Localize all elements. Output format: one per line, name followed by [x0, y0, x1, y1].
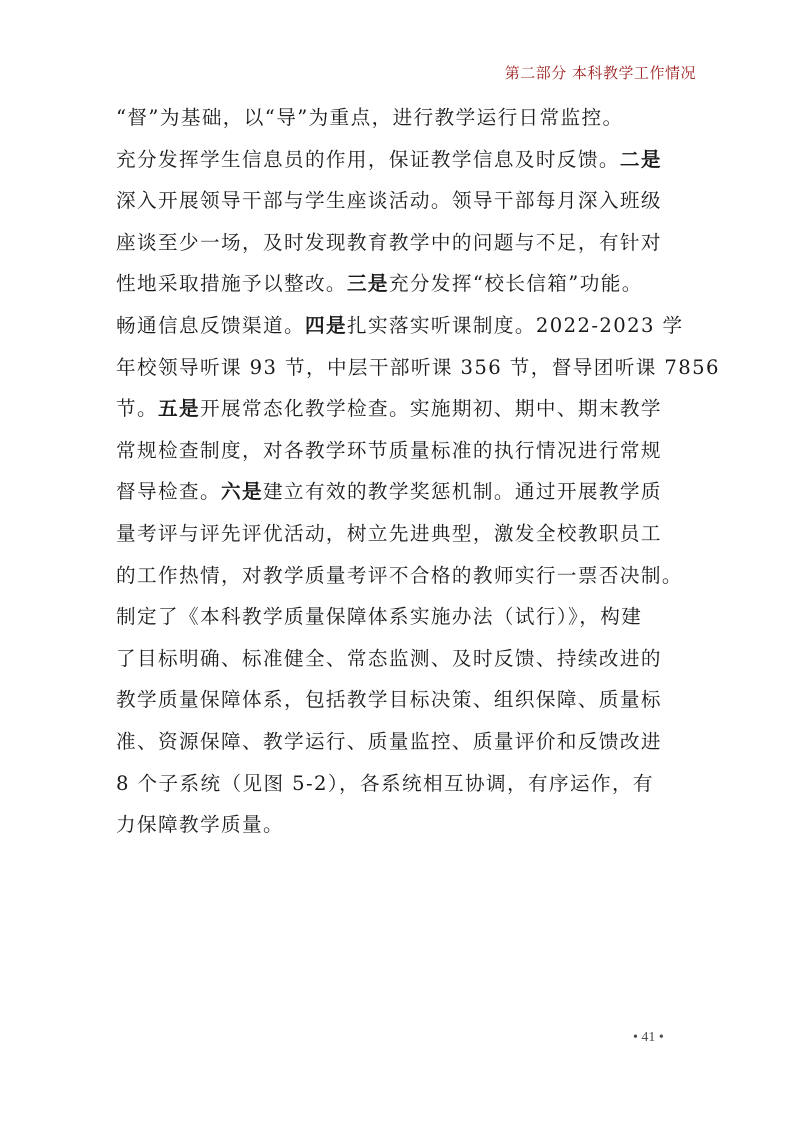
- text-segment: 畅通信息反馈渠道。: [116, 313, 305, 337]
- bold-ordinal-marker: 二是: [619, 147, 662, 171]
- text-segment: 的工作热情，对教学质量考评不合格的教师实行一票否决制。: [116, 563, 683, 587]
- text-segment: 充分发挥“校长信箱”功能。: [388, 272, 643, 296]
- text-segment: 8 个子系统（见图 5-2），各系统相互协调，有序运作，有: [116, 771, 654, 795]
- text-line: [116, 763, 680, 805]
- text-segment: 准、资源保障、教学运行、质量监控、质量评价和反馈改进: [116, 729, 662, 753]
- text-line: [116, 596, 680, 638]
- text-line: [116, 513, 680, 555]
- text-line: [116, 430, 680, 472]
- text-segment: 座谈至少一场，及时发现教育教学中的问题与不足，有针对: [116, 230, 662, 254]
- text-segment: 性地采取措施予以整改。: [116, 272, 347, 296]
- text-segment: 了目标明确、标准健全、常态监测、及时反馈、持续改进的: [116, 646, 662, 670]
- text-segment: 督导检查。: [116, 480, 221, 504]
- text-segment: 制定了《本科教学质量保障体系实施办法（试行）》，构建: [116, 605, 643, 629]
- bold-ordinal-marker: 六是: [220, 480, 263, 504]
- text-line: [116, 638, 680, 680]
- body-paragraph: [116, 97, 720, 846]
- text-segment: 力保障教学质量。: [116, 813, 284, 837]
- text-line: [116, 263, 680, 305]
- text-line: [116, 721, 680, 763]
- text-line: [116, 679, 680, 721]
- text-segment: 节。: [116, 397, 158, 421]
- text-segment: 常规检查制度，对各教学环节质量标准的执行情况进行常规: [116, 438, 662, 462]
- text-line: [116, 347, 720, 389]
- text-line: [116, 222, 680, 264]
- text-line: [116, 97, 680, 139]
- text-segment: 年校领导听课 93 节，中层干部听课 356 节，督导团听课 7856: [116, 355, 720, 379]
- text-segment: 教学质量保障体系，包括教学目标决策、组织保障、质量标: [116, 688, 662, 712]
- page-header-section-title: 第二部分 本科教学工作情况: [504, 64, 696, 82]
- bold-ordinal-marker: 五是: [158, 397, 200, 421]
- text-segment: “督”为基础，以“导”为重点，进行教学运行日常监控。: [116, 106, 624, 129]
- text-segment: 扎实落实听课制度。2022-2023 学: [346, 313, 684, 337]
- page-number: • 41 •: [633, 1030, 664, 1045]
- text-line: [116, 305, 684, 347]
- text-segment: 建立有效的教学奖惩机制。通过开展教学质: [262, 480, 662, 504]
- text-segment: 量考评与评先评优活动，树立先进典型，激发全校教职员工: [116, 521, 662, 545]
- text-line: [116, 555, 683, 597]
- text-line: [116, 139, 680, 181]
- text-segment: 深入开展领导干部与学生座谈活动。领导干部每月深入班级: [116, 189, 662, 213]
- text-line: [116, 388, 680, 430]
- text-line: [116, 180, 680, 222]
- text-segment: 开展常态化教学检查。实施期初、期中、期末教学: [200, 397, 662, 421]
- text-segment: 充分发挥学生信息员的作用，保证教学信息及时反馈。: [116, 147, 620, 171]
- bold-ordinal-marker: 四是: [304, 313, 347, 337]
- bold-ordinal-marker: 三是: [346, 272, 389, 296]
- text-line: [116, 471, 680, 513]
- text-line: [116, 804, 680, 846]
